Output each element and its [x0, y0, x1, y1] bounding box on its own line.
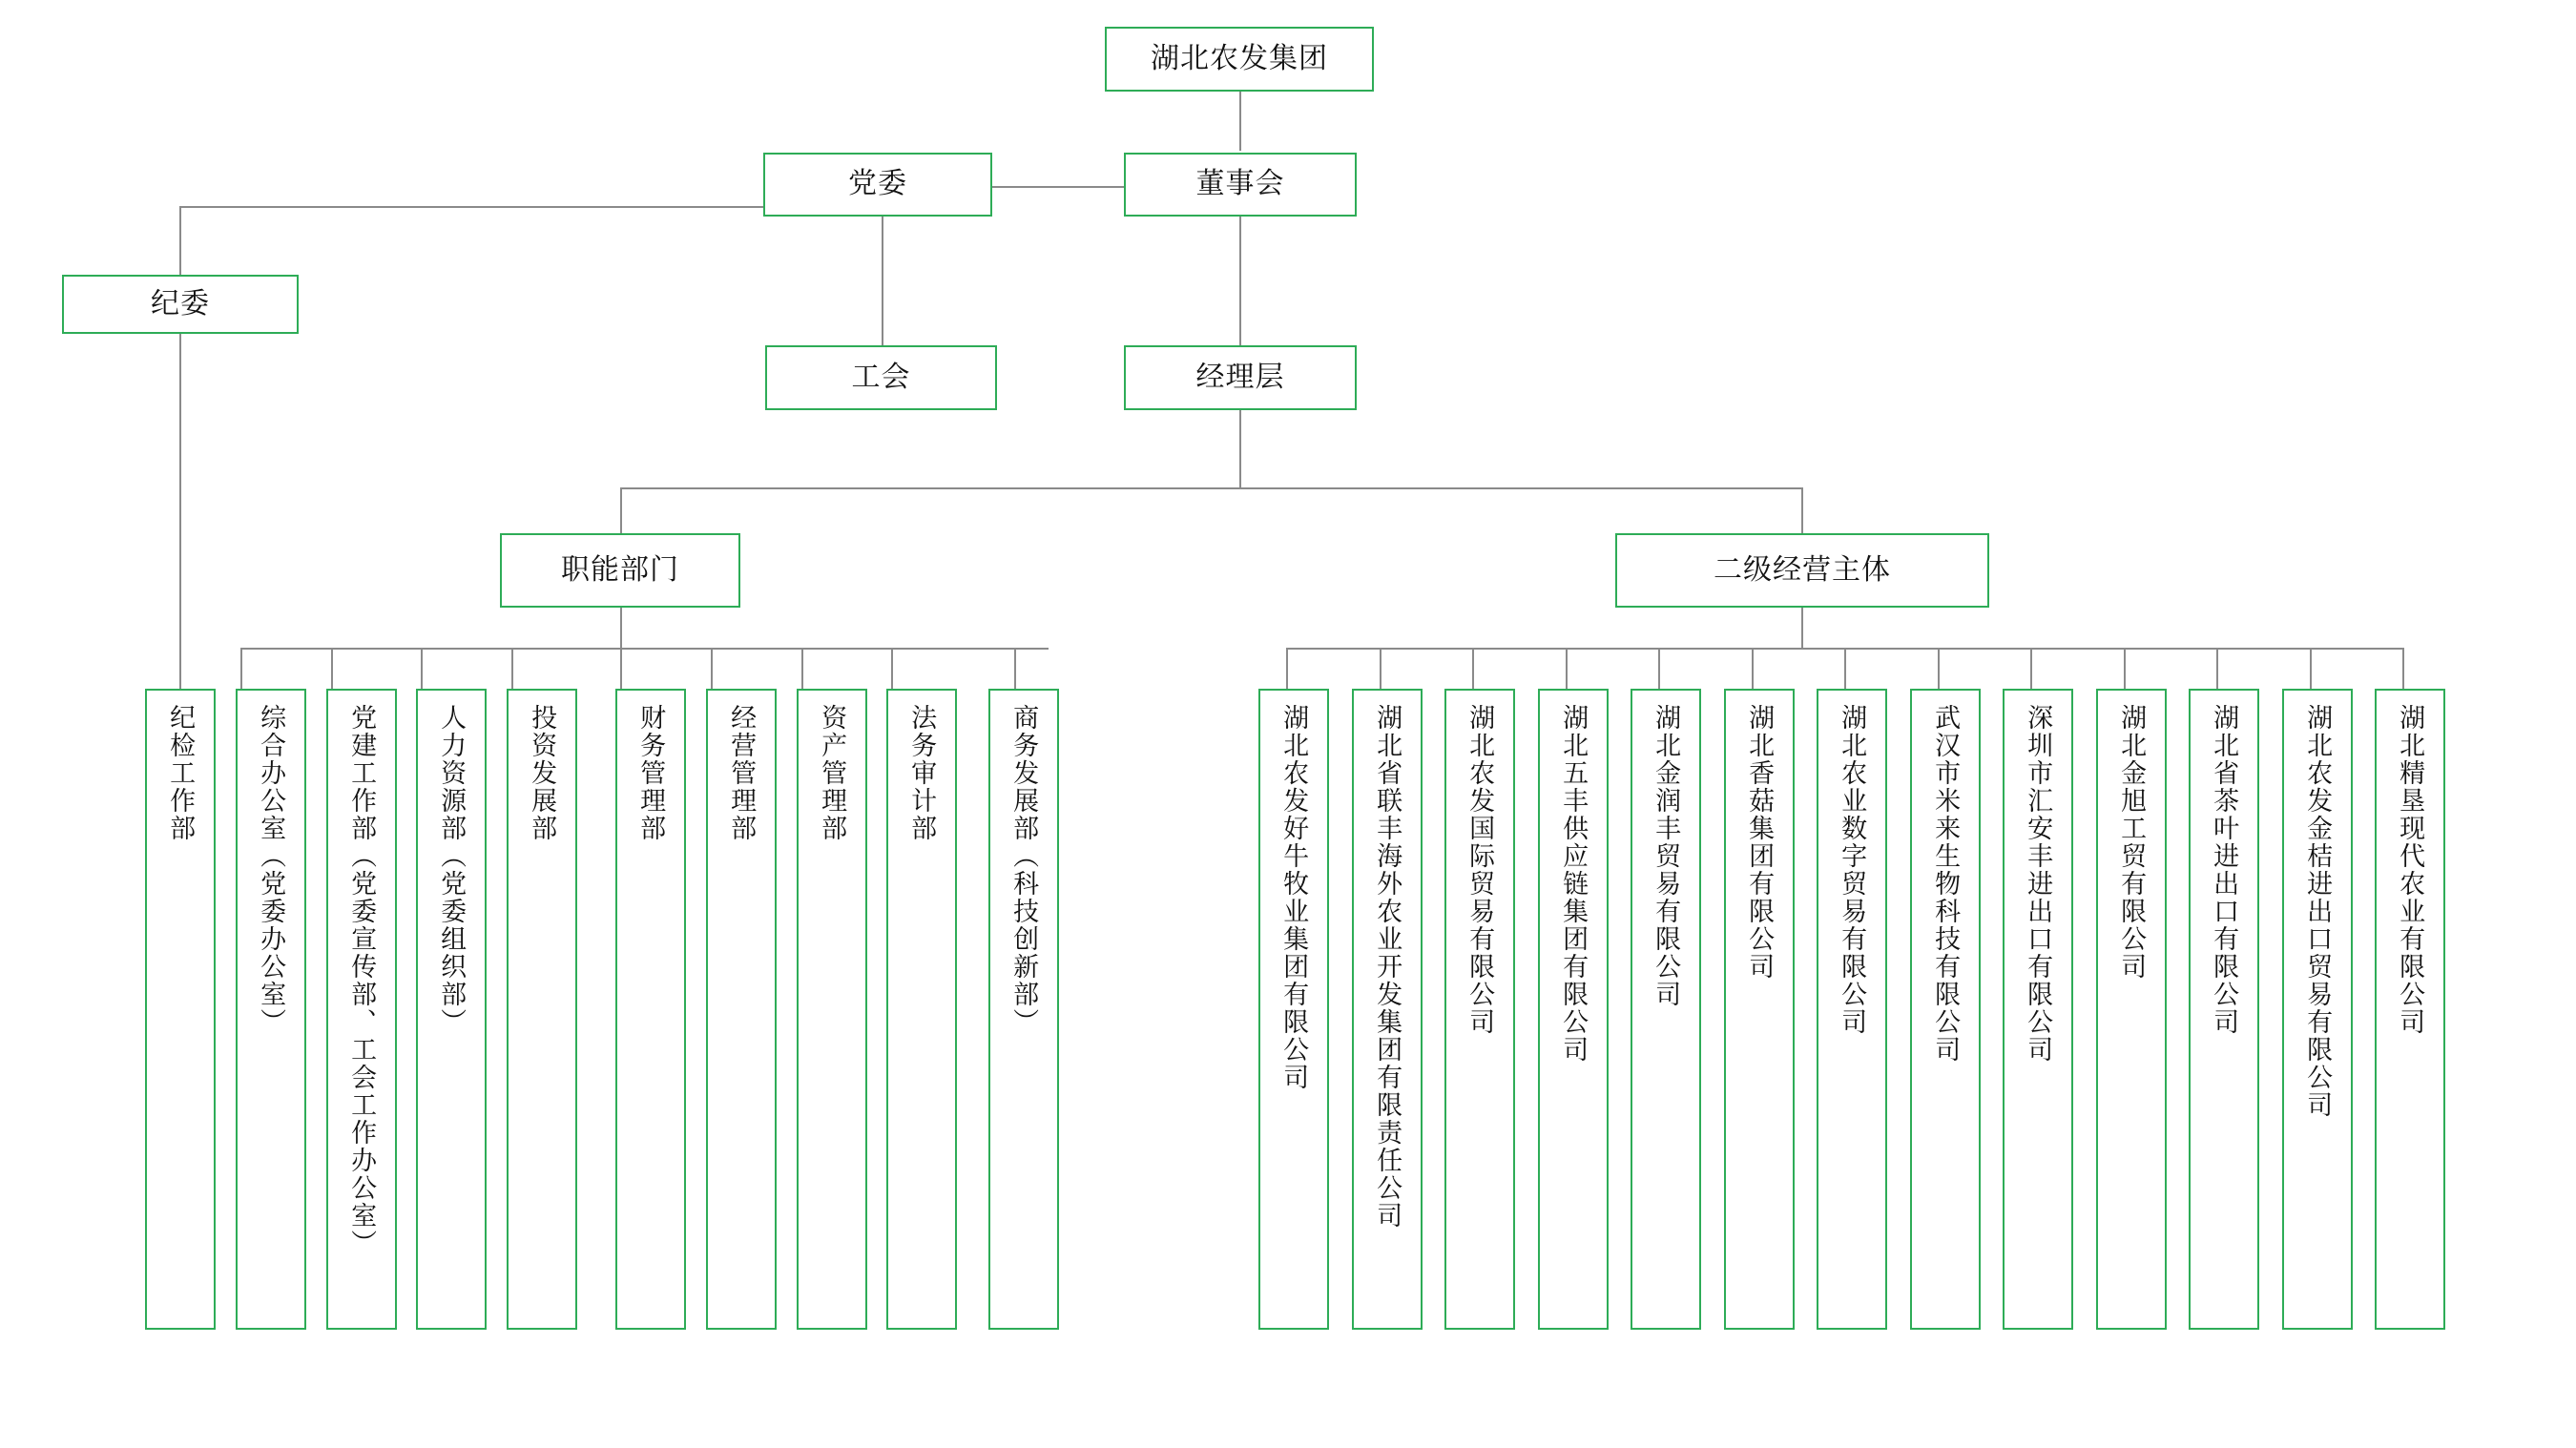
- leaf-functional-7[interactable]: 法务审计部: [886, 689, 957, 1330]
- connector-ent-stub-9: [2030, 648, 2032, 689]
- connector-ent-stub-3: [1472, 648, 1474, 689]
- node-board[interactable]: 董事会: [1124, 153, 1357, 217]
- connector-entities-bus-drop: [1801, 608, 1803, 649]
- connector-ent-stub-7: [1844, 648, 1846, 689]
- leaf-functional-5[interactable]: 经营管理部: [706, 689, 777, 1330]
- leaf-entity-11[interactable]: 湖北农发金桔进出口贸易有限公司: [2282, 689, 2353, 1330]
- connector-entities-drop: [1801, 487, 1803, 533]
- connector-ent-stub-5: [1658, 648, 1660, 689]
- connector-func-stub-8: [891, 648, 893, 689]
- connector-func-stub-4: [511, 648, 513, 689]
- connector-func-stub-3: [421, 648, 423, 689]
- connector-party-union: [882, 217, 883, 345]
- leaf-entity-6[interactable]: 湖北农业数字贸易有限公司: [1817, 689, 1887, 1330]
- connector-split-bar: [620, 487, 1803, 489]
- leaf-functional-8[interactable]: 商务发展部（科技创新部）: [988, 689, 1059, 1330]
- connector-group-board: [1239, 92, 1241, 151]
- leaf-discipline-0[interactable]: 纪检工作部: [145, 689, 216, 1330]
- leaf-functional-3[interactable]: 投资发展部: [507, 689, 577, 1330]
- connector-ent-stub-1: [1286, 648, 1288, 689]
- connector-ent-stub-8: [1938, 648, 1940, 689]
- connector-functional-bus-drop: [620, 608, 622, 649]
- connector-discipline-child: [179, 334, 181, 689]
- connector-ent-stub-6: [1752, 648, 1754, 689]
- node-party-committee[interactable]: 党委: [763, 153, 992, 217]
- connector-ent-stub-12: [2310, 648, 2312, 689]
- leaf-entity-9[interactable]: 湖北金旭工贸有限公司: [2096, 689, 2167, 1330]
- leaf-functional-1[interactable]: 党建工作部（党委宣传部、工会工作办公室）: [326, 689, 397, 1330]
- leaf-entity-10[interactable]: 湖北省茶叶进出口有限公司: [2189, 689, 2259, 1330]
- leaf-entity-1[interactable]: 湖北省联丰海外农业开发集团有限责任公司: [1352, 689, 1423, 1330]
- connector-ent-stub-2: [1380, 648, 1381, 689]
- connector-ent-stub-10: [2124, 648, 2126, 689]
- connector-ent-stub-13: [2402, 648, 2404, 689]
- leaf-entity-12[interactable]: 湖北精垦现代农业有限公司: [2375, 689, 2445, 1330]
- node-discipline-committee[interactable]: 纪委: [62, 275, 299, 334]
- leaf-functional-6[interactable]: 资产管理部: [797, 689, 867, 1330]
- node-union[interactable]: 工会: [765, 345, 997, 410]
- leaf-entity-5[interactable]: 湖北香菇集团有限公司: [1724, 689, 1795, 1330]
- connector-func-stub-9: [1014, 648, 1016, 689]
- connector-functional-drop: [620, 487, 622, 533]
- connector-func-stub-7: [801, 648, 803, 689]
- connector-func-stub-2: [331, 648, 333, 689]
- connector-func-stub-6: [711, 648, 713, 689]
- connector-party-discipline: [179, 206, 763, 208]
- connector-func-stub-5: [620, 648, 622, 689]
- leaf-entity-3[interactable]: 湖北五丰供应链集团有限公司: [1538, 689, 1609, 1330]
- leaf-entity-2[interactable]: 湖北农发国际贸易有限公司: [1444, 689, 1515, 1330]
- connector-ent-stub-11: [2216, 648, 2218, 689]
- connector-party-discipline-drop: [179, 206, 181, 275]
- leaf-functional-2[interactable]: 人力资源部（党委组织部）: [416, 689, 487, 1330]
- connector-management-drop: [1239, 410, 1241, 488]
- leaf-functional-4[interactable]: 财务管理部: [615, 689, 686, 1330]
- connector-ent-stub-4: [1566, 648, 1568, 689]
- node-management[interactable]: 经理层: [1124, 345, 1357, 410]
- node-group[interactable]: 湖北农发集团: [1105, 27, 1374, 92]
- leaf-entity-0[interactable]: 湖北农发好牛牧业集团有限公司: [1258, 689, 1329, 1330]
- leaf-functional-0[interactable]: 综合办公室（党委办公室）: [236, 689, 306, 1330]
- connector-func-stub-1: [240, 648, 242, 689]
- node-second-level-entities[interactable]: 二级经营主体: [1615, 533, 1989, 608]
- connector-board-management: [1239, 217, 1241, 345]
- leaf-entity-8[interactable]: 深圳市汇安丰进出口有限公司: [2003, 689, 2073, 1330]
- leaf-entity-7[interactable]: 武汉市米来生物科技有限公司: [1910, 689, 1981, 1330]
- connector-functional-bus: [240, 648, 1049, 650]
- node-functional-departments[interactable]: 职能部门: [500, 533, 740, 608]
- leaf-entity-4[interactable]: 湖北金润丰贸易有限公司: [1631, 689, 1701, 1330]
